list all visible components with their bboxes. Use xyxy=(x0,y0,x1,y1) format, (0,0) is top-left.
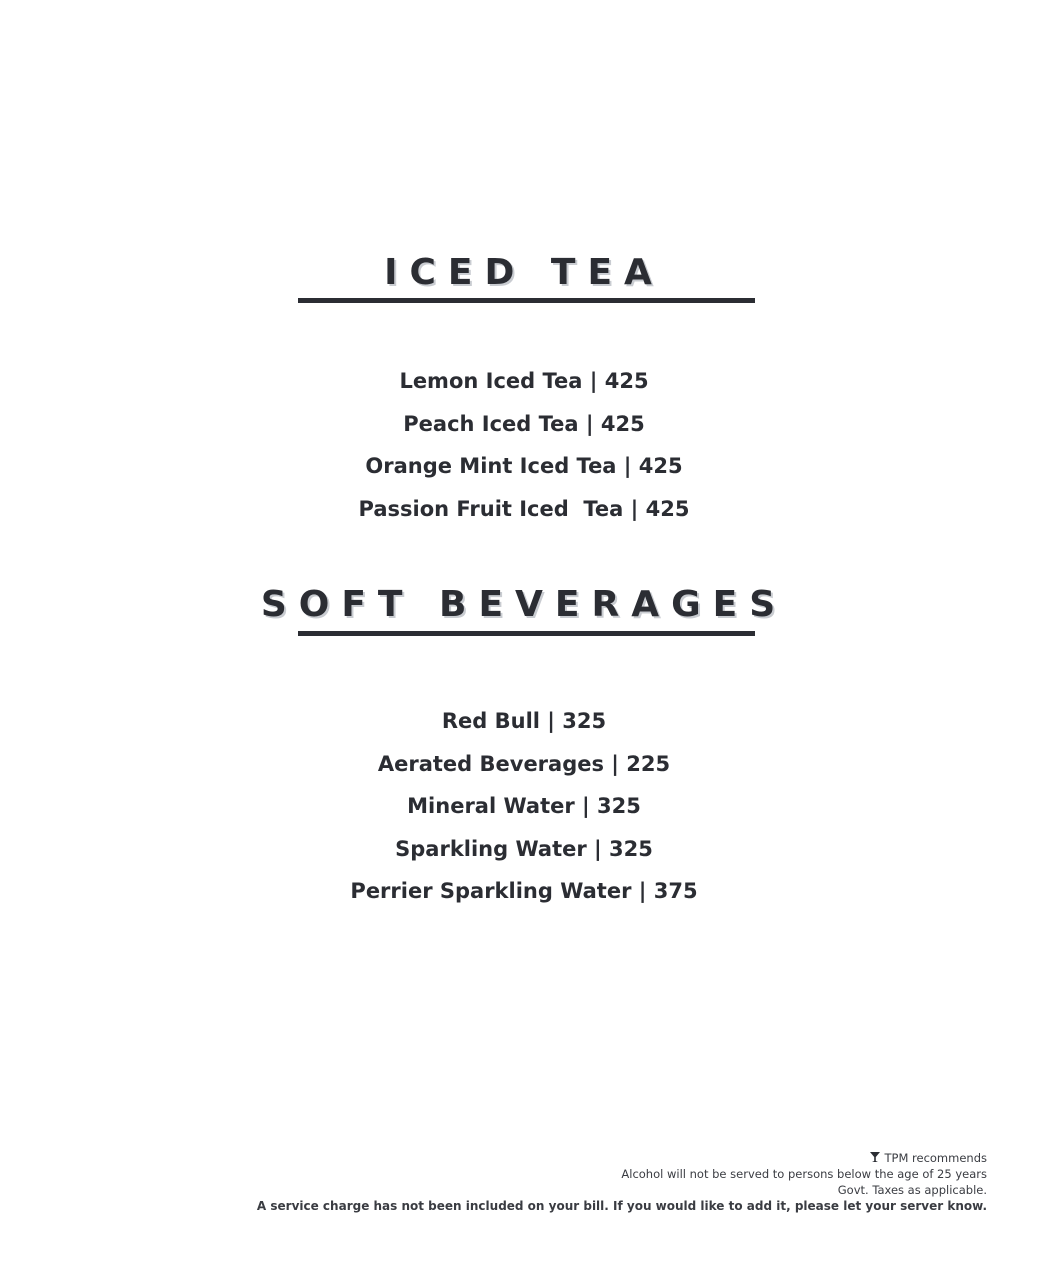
footer-notes xyxy=(257,1150,987,1214)
menu-item: Peach Iced Tea | 425 xyxy=(403,411,645,436)
service-charge-notice: A service charge has not been included on your bill. If you would like to add it, please let your server know. xyxy=(256,1199,987,1213)
menu-item: Passion Fruit Iced Tea | 425 xyxy=(358,496,690,521)
section-divider xyxy=(298,298,755,303)
menu-item: Red Bull | 325 xyxy=(441,709,607,733)
soft-beverages-list xyxy=(0,700,1048,913)
section-title-iced-tea: ICED TEA xyxy=(384,252,664,293)
menu-item: Mineral Water | 325 xyxy=(407,794,641,818)
cocktail-glass-icon xyxy=(869,1151,881,1163)
iced-tea-list xyxy=(0,360,1048,530)
section-title-soft-beverages: SOFT BEVERAGES xyxy=(260,584,788,625)
menu-item: Sparkling Water | 325 xyxy=(395,836,653,861)
taxes-notice: Govt. Taxes as applicable. xyxy=(837,1183,987,1197)
recommend-text: TPM recommends xyxy=(884,1151,987,1165)
menu-item: Perrier Sparkling Water | 375 xyxy=(350,879,698,903)
recommend-line xyxy=(257,1150,987,1166)
section-divider xyxy=(298,631,755,636)
age-notice: Alcohol will not be served to persons below the age of 25 years xyxy=(621,1167,987,1181)
menu-item: Lemon Iced Tea | 425 xyxy=(399,369,649,393)
menu-item: Orange Mint Iced Tea | 425 xyxy=(365,454,683,478)
menu-item: Aerated Beverages | 225 xyxy=(377,751,671,776)
